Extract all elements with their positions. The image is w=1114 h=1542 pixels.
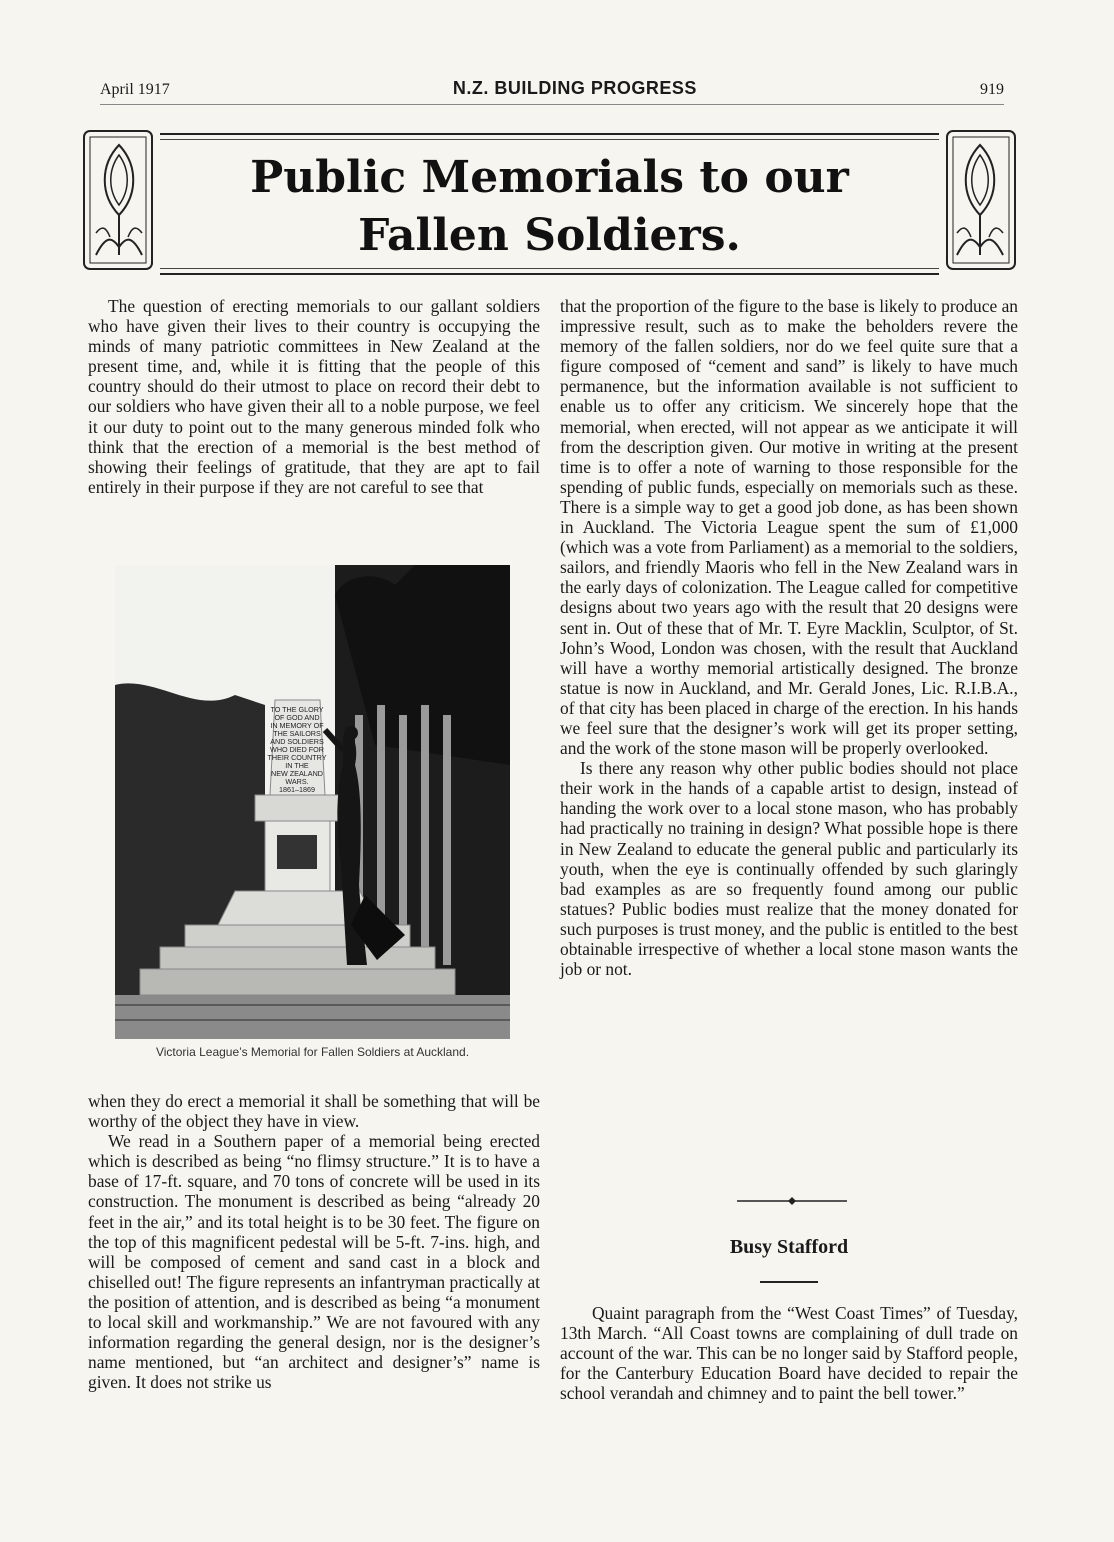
right-column — [560, 296, 1018, 979]
article-title — [172, 149, 927, 265]
inscription-line-9: NEW ZEALAND — [271, 769, 323, 778]
right-paragraph-2: Is there any reason why other public bodies should not place their work in the hands of a capable artist to design, instead of handing the work over to a local stone mason, who has probably had practically no training in design? What possible hope is there in New Zealand to educate the general public and particularly its youth, when the eye is continually offended by such glaringly bad examples as are so frequently found among our public statues? Public bodies must realize that the money donated for such purposes is trust money, and the public is entitled to the best obtainable irrespective of whether a local stone mason wants the job or not. — [560, 758, 1018, 980]
journal-title: N.Z. BUILDING PROGRESS — [452, 78, 697, 98]
header-rule — [100, 104, 1004, 105]
title-box — [82, 125, 1017, 275]
inscription-line-4: THE SAILORS — [273, 729, 321, 738]
memorial-photo-drawing — [115, 565, 510, 1039]
inscription-line-1: TO THE GLORY — [270, 705, 324, 714]
art-nouveau-ornament-left — [82, 125, 156, 275]
inscription-line-3: IN MEMORY OF — [270, 721, 324, 730]
inscription-line-2: OF GOD AND — [274, 713, 320, 722]
photo-caption: Victoria League’s Memorial for Fallen Soldiers at Auckland. — [155, 1045, 470, 1059]
short-rule — [760, 1281, 818, 1283]
busy-stafford-body — [560, 1303, 1018, 1403]
issue-date: April 1917 — [100, 81, 170, 98]
continued-paragraph: when they do erect a memorial it shall be something that will be worthy of the object they have in view. — [88, 1091, 540, 1132]
inscription-line-5: AND SOLDIERS — [270, 737, 324, 746]
title-line-1: Public Memorials to our — [250, 152, 849, 203]
left-column-continued — [88, 1091, 540, 1392]
right-paragraph-1: that the proportion of the figure to the base is likely to produce an impressive result, such as to make the beholders revere the memory of the fallen soldiers, nor do we feel quite sure that a figure composed of “cement and sand” is likely to have much permanence, but the information available is not sufficient to enable us to offer any criticism. We sincerely hope that the memorial, when erected, will not appear as we anticipate it will from the description given. Our motive in writing at the present time is to offer a note of warning to those responsible for the spending of public funds, especially on memorials such as these. There is a simple way to get a good job done, as has been shown in Auckland. The Victoria League spent the sum of £1,000 (which was a vote from Parliament) as a memorial to the soldiers, sailors, and friendly Maoris who fell in the New Zealand wars in the early days of colonization. The League called for competitive designs about two years ago with the result that 20 designs were sent in. Out of these that of Mr. T. Eyre Macklin, Sculptor, of St. John’s Wood, London was chosen, with the result that Auckland will have a worthy memorial artistically designed. The bronze statue is now in Auckland, and Mr. Gerald Jones, Lic. R.I.B.A., of that city has been placed in charge of the erection. In his hands we feel sure that the designer’s work will get its proper setting, and the work of the stone mason will be properly overlooked. — [560, 296, 1018, 759]
inscription-line-8: IN THE — [285, 761, 309, 770]
section-divider — [737, 1196, 847, 1206]
busy-stafford-title: Busy Stafford — [729, 1236, 849, 1258]
page-number: 919 — [979, 81, 1004, 98]
stafford-paragraph: Quaint paragraph from the “West Coast Times” of Tuesday, 13th March. “All Coast towns are complaining of dull trade on account of the war. This can be no longer said by Stafford people, for the Canterbury Education Board have decided to repair the school verandah and chimney and to paint the bell tower.” — [560, 1303, 1018, 1404]
inscription-line-11: 1861–1869 — [279, 785, 315, 794]
inscription-line-6: WHO DIED FOR — [270, 745, 324, 754]
art-nouveau-ornament-right — [943, 125, 1017, 275]
inscription-line-10: WARS. — [285, 777, 309, 786]
memorial-photograph — [115, 565, 510, 1039]
inscription-line-7: THEIR COUNTRY — [267, 753, 327, 762]
intro-paragraph: The question of erecting memorials to our gallant soldiers who have given their lives to their country is occupying the minds of many patriotic committees in New Zealand at the present time, and, while it is fitting that the people of this country should do their utmost to place on record their debt to our soldiers who have given their all to a noble purpose, we feel it our duty to point out to the many generous minded folk who think that the erection of a memorial is the best method of showing their feelings of gratitude, that they are apt to fail entirely in their purpose if they are not careful to see that — [88, 296, 540, 497]
title-line-2: Fallen Soldiers. — [358, 210, 741, 261]
southern-memorial-paragraph: We read in a Southern paper of a memorial being erected which is described as being “no flimsy structure.” It is to have a base of 17-ft. square, and 70 tons of concrete will be used in its construction. The monument is described as being “already 20 feet in the air,” and its total height is to be 30 feet. The figure on the top of this magnificent pedestal will be 5-ft. 7-ins. high, and will be composed of cement and sand cast in a block and chiselled out! The figure represents an infantryman practically at the position of attention, and is described as being “a monument to local skill and workmanship.” We are not favoured with any information regarding the general design, nor is the designer’s name mentioned, but “an architect and designer’s” name is given. It does not strike us — [88, 1131, 540, 1393]
running-head — [100, 78, 1004, 102]
